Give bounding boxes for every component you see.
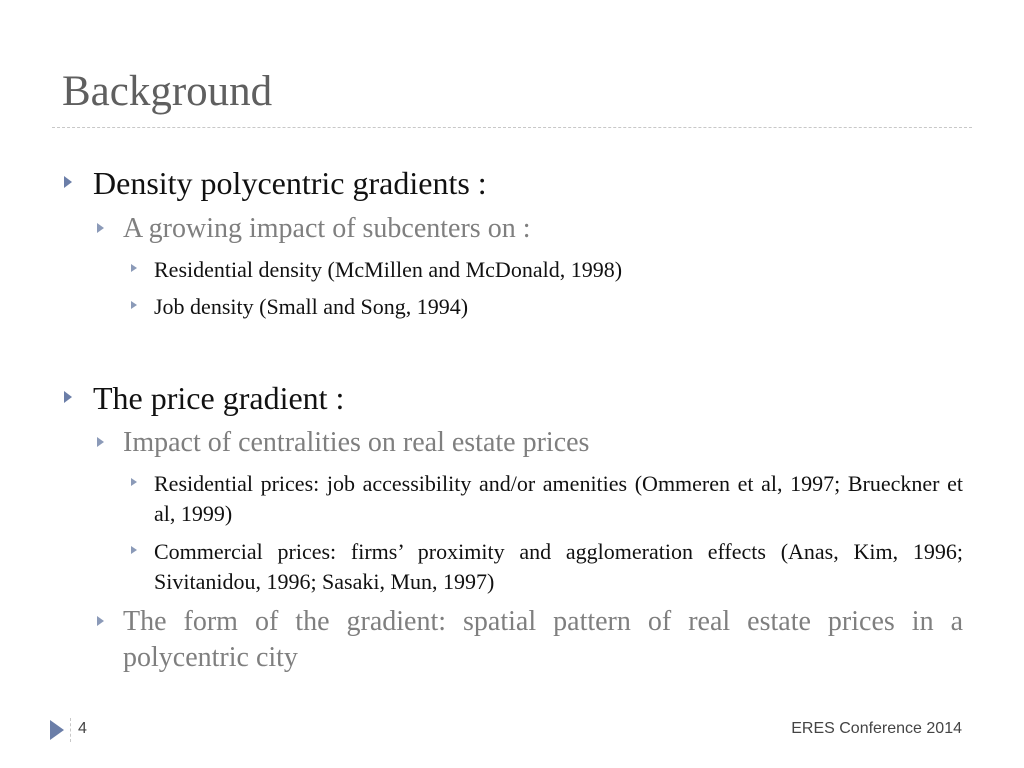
bullet-price-gradient <box>64 380 344 417</box>
triangle-right-icon <box>97 437 104 447</box>
bullet-text: Impact of centralities on real estate prices <box>123 427 590 458</box>
bullet-residential-density <box>131 255 622 285</box>
triangle-right-icon <box>131 301 137 309</box>
bullet-text: A growing impact of subcenters on : <box>123 213 531 244</box>
footer-divider <box>70 718 71 742</box>
bullet-centralities-impact <box>97 425 589 461</box>
bullet-text: Job density (Small and Song, 1994) <box>154 294 469 319</box>
footer-conference-label: ERES Conference 2014 <box>791 720 962 737</box>
bullet-text: The form of the gradient: spatial pattern of real estate prices in a polycentric city <box>123 606 963 673</box>
bullet-job-density <box>131 292 468 322</box>
triangle-right-icon <box>131 546 137 554</box>
bullet-residential-prices <box>131 469 963 529</box>
triangle-right-icon <box>64 176 72 188</box>
bullet-text: Density polycentric gradients : <box>93 165 487 201</box>
bullet-text: The price gradient : <box>93 380 345 416</box>
bullet-text: Commercial prices: firms’ proximity and agglomeration effects (Anas, Kim, 1996; Sivitanidou, 1996; Sasaki, Mun, 1997) <box>154 539 963 594</box>
triangle-right-icon <box>64 391 72 403</box>
triangle-right-icon <box>131 264 137 272</box>
triangle-right-icon <box>131 478 137 486</box>
bullet-text: Residential density (McMillen and McDonald, 1998) <box>154 257 623 282</box>
triangle-right-icon <box>97 616 104 626</box>
triangle-right-icon <box>97 223 104 233</box>
bullet-subcenters-impact <box>97 211 530 247</box>
page-number: 4 <box>78 720 87 737</box>
title-divider <box>52 127 972 128</box>
bullet-text: Residential prices: job accessibility and/or amenities (Ommeren et al, 1997; Brueckner et al, 1999) <box>154 471 963 526</box>
bullet-gradient-form <box>97 604 963 676</box>
bullet-density-gradients <box>64 165 487 202</box>
slide-title: Background <box>62 68 273 115</box>
bullet-commercial-prices <box>131 537 963 597</box>
footer-triangle-icon <box>50 720 64 740</box>
